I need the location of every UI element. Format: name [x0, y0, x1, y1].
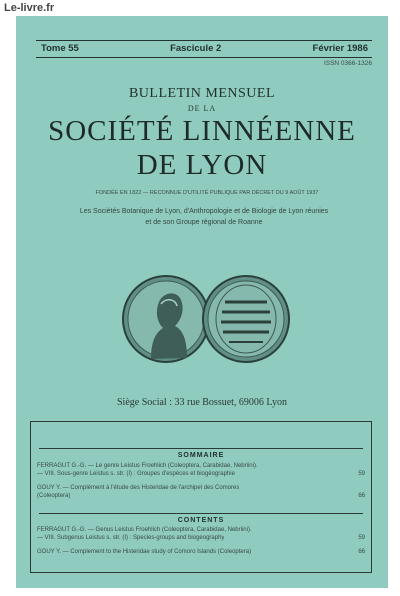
- box-rule-top: [39, 448, 363, 449]
- societies-text: [38, 206, 370, 228]
- founded-line: FONDÉE EN 1822 — RECONNUE D'UTILITÉ PUBLIQUE PAR DÉCRET DU 9 AOÛT 1937: [95, 190, 319, 196]
- fascicule-label: Fascicule 2: [170, 43, 222, 54]
- societies-line-1: Les Sociétés Botanique de Lyon, d'Anthropologie et de Biologie de Lyon réunies: [79, 208, 329, 215]
- issue-date: Février 1986: [312, 43, 368, 54]
- sommaire-entry: [37, 462, 365, 478]
- entry-line: FERRAGUT G.-G. — Genus Leistus Froehlich (Coleoptera, Carabidae, Nebriini).: [37, 527, 252, 533]
- bulletin-heading: BULLETIN MENSUEL: [128, 86, 276, 101]
- contents-heading: CONTENTS: [177, 517, 225, 524]
- title-line-2: DE LYON: [136, 149, 268, 181]
- siege-social: Siège Social : 33 rue Bossuet, 69006 Lyon: [117, 397, 287, 408]
- tome-label: Tome 55: [41, 43, 79, 54]
- title-line-1: SOCIÉTÉ LINNÉENNE: [48, 115, 356, 147]
- issn: ISSN 0366-1326: [323, 60, 372, 67]
- entry-line: GOUY Y. — Complement to the Histeridae study of Comoro Islands (Coleoptera): [37, 549, 252, 555]
- box-rule-middle: [39, 513, 363, 514]
- entry-page: 66: [358, 549, 365, 555]
- contents-entry: [37, 548, 365, 556]
- portrait-medal: [123, 276, 209, 362]
- medals-image: [121, 254, 291, 384]
- societies-line-2: et de son Groupe régional de Roanne: [145, 219, 263, 226]
- sommaire-entry: [37, 484, 365, 500]
- entry-page: 59: [358, 535, 365, 541]
- contents-box: [30, 421, 372, 573]
- sommaire-heading: SOMMAIRE: [177, 452, 225, 459]
- de-la: DE LA: [187, 104, 217, 113]
- entry-line: GOUY Y. — Complément à l'étude des Histeridae de l'archipel des Comores: [37, 485, 240, 491]
- entry-page: 66: [358, 493, 365, 499]
- entry-page: 59: [358, 471, 365, 477]
- entry-line: FERRAGUT G.-G. — Le genre Leistus Froehlich (Coleoptera, Carabidae, Nebriini).: [37, 463, 258, 469]
- entry-line: (Coleoptera): [37, 493, 71, 499]
- contents-entry: [37, 526, 365, 542]
- bottom-rule: [36, 57, 372, 58]
- journal-cover: [16, 16, 388, 588]
- watermark: Le-livre.fr: [4, 2, 55, 14]
- issue-info-row: [41, 43, 368, 54]
- inscription-medal: [203, 276, 289, 362]
- top-rule: [36, 40, 372, 41]
- entry-line: — VIII. Subgenus Leistus s. str. (I) : Species-groups and biogeography: [37, 535, 225, 541]
- entry-line: — VIII. Sous-genre Leistus s. str. (I) : Groupes d'espèces et biogéographie: [37, 471, 235, 477]
